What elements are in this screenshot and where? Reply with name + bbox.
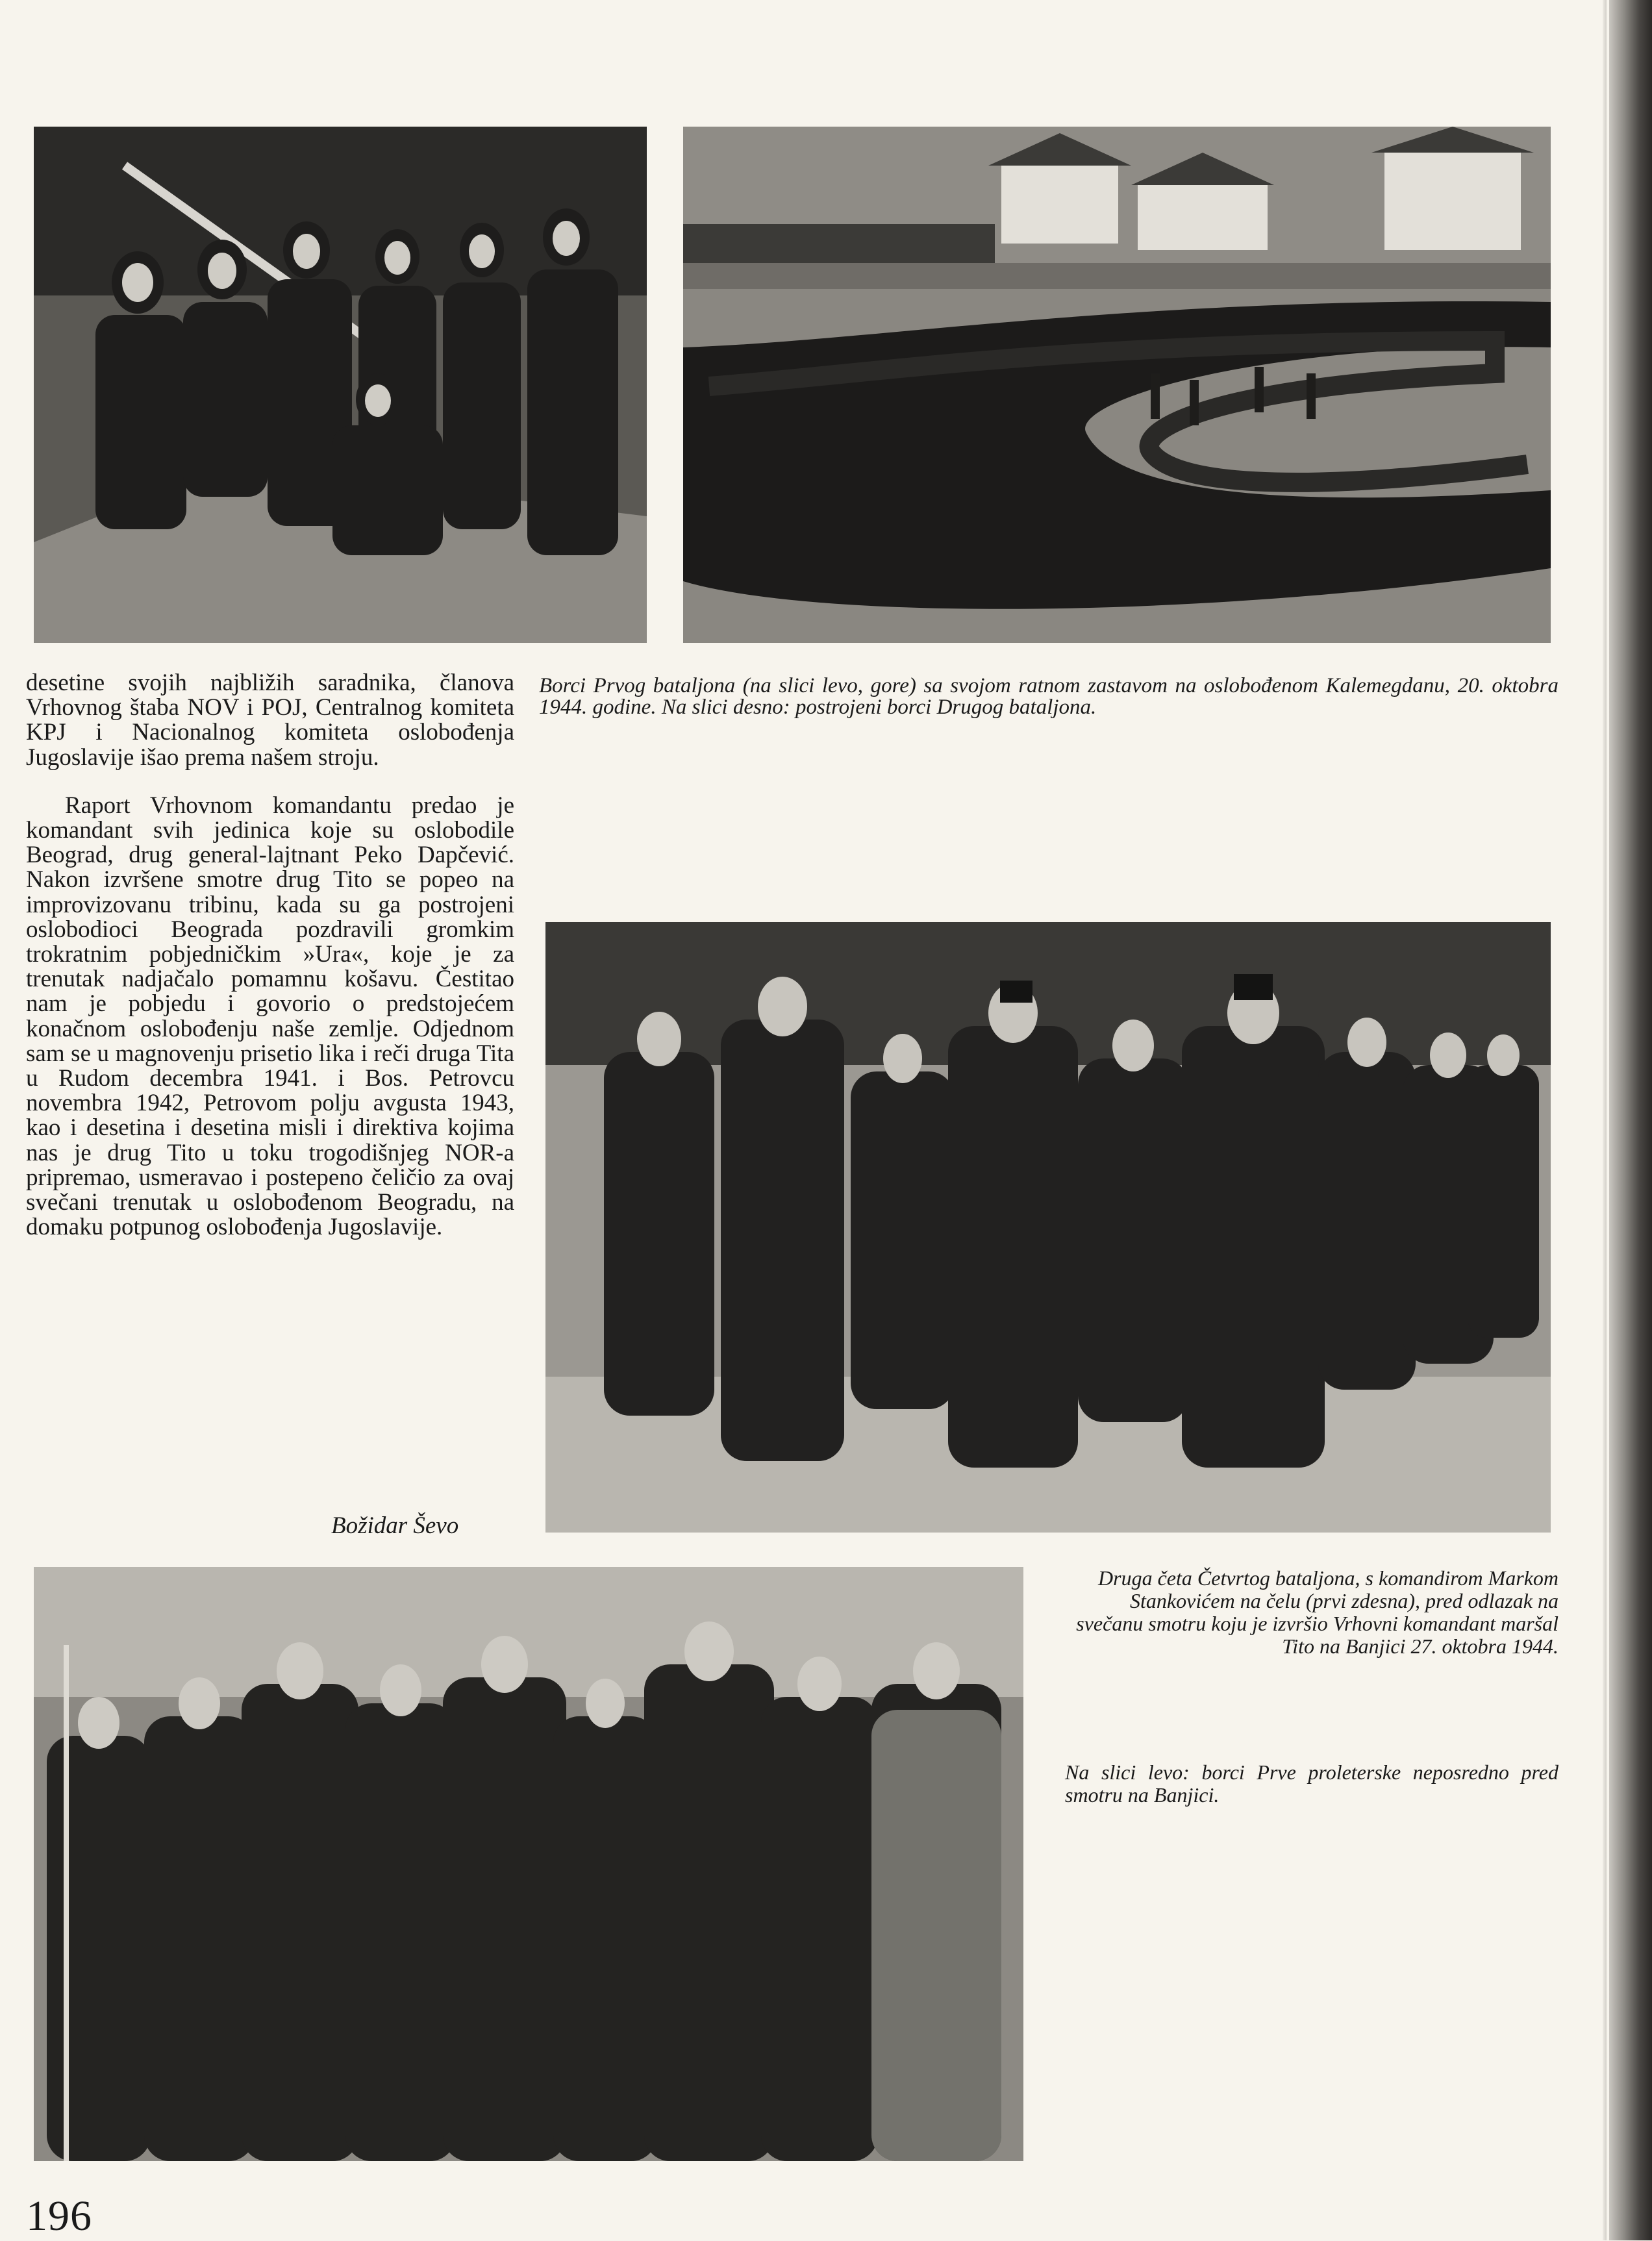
photo-proletarian-fighters bbox=[34, 1567, 1023, 2161]
photo-fighters-with-flag bbox=[34, 127, 647, 643]
page-number: 196 bbox=[26, 2192, 92, 2240]
author-signature: Božidar Ševo bbox=[331, 1512, 459, 1539]
article-paragraph-1: desetine svojih najbližih saradnika, članova Vrhovnog štaba NOV i POJ, Centralnog komiteta KPJ i Nacionalnog komiteta oslobođenja Jugoslavije išao prema našem stroju. bbox=[26, 670, 514, 771]
article-body bbox=[26, 671, 514, 1240]
photo-battalion-formation bbox=[683, 127, 1551, 643]
caption-bottom-photo: Na slici levo: borci Prve proleterske neposredno pred smotru na Banjici. bbox=[1065, 1760, 1558, 1807]
book-fold-shadow bbox=[1609, 0, 1652, 2240]
article-paragraph-2: Raport Vrhovnom komandantu predao je komandant svih jedinica koje su oslobodile Beograd, drug general-lajtnant Peko Dapčević. Nakon izvršene smotre drug Tito se popeo na improvizovanu tribinu, kada su ga postrojeni oslobodioci Beograda pozdravili gromkim trokratnim pobjedničkim »Ura«, koje je za trenutak nadjačalo pomamnu košavu. Čestitao nam je pobjedu i govorio o predstojećem konačnom oslobođenju naše zemlje. Odjednom sam se u magnovenju prisetio lika i reči druga Tita u Rudom decembra 1941. i Bos. Petrovcu novembra 1942, Petrovom polju avgusta 1943, kao i desetina i desetina misli i direktiva kojima nas je drug Tito u toku trogodišnjeg NOR-a pripremao, usmeravao i postepeno čeličio za ovaj svečani trenutak u oslobođenom Beogradu, na domaku potpunog oslobođenja Jugoslavije. bbox=[26, 792, 514, 1241]
caption-top-photos: Borci Prvog bataljona (na slici levo, gore) sa svojom ratnom zastavom na oslobođenom Kalemegdanu, 20. oktobra 1944. godine. Na slici desno: postrojeni borci Drugog bataljona. bbox=[539, 674, 1558, 719]
page-edge bbox=[1603, 0, 1607, 2240]
caption-middle-photo: Druga četa Četvrtog bataljona, s komandirom Markom Stankovićem na čelu (prvi zdesna), pred odlazak na svečanu smotru koju je izvršio Vrhovni komandant maršal Tito na Banjici 27. oktobra 1944. bbox=[1076, 1566, 1558, 1658]
photo-company-marching bbox=[545, 922, 1551, 1533]
